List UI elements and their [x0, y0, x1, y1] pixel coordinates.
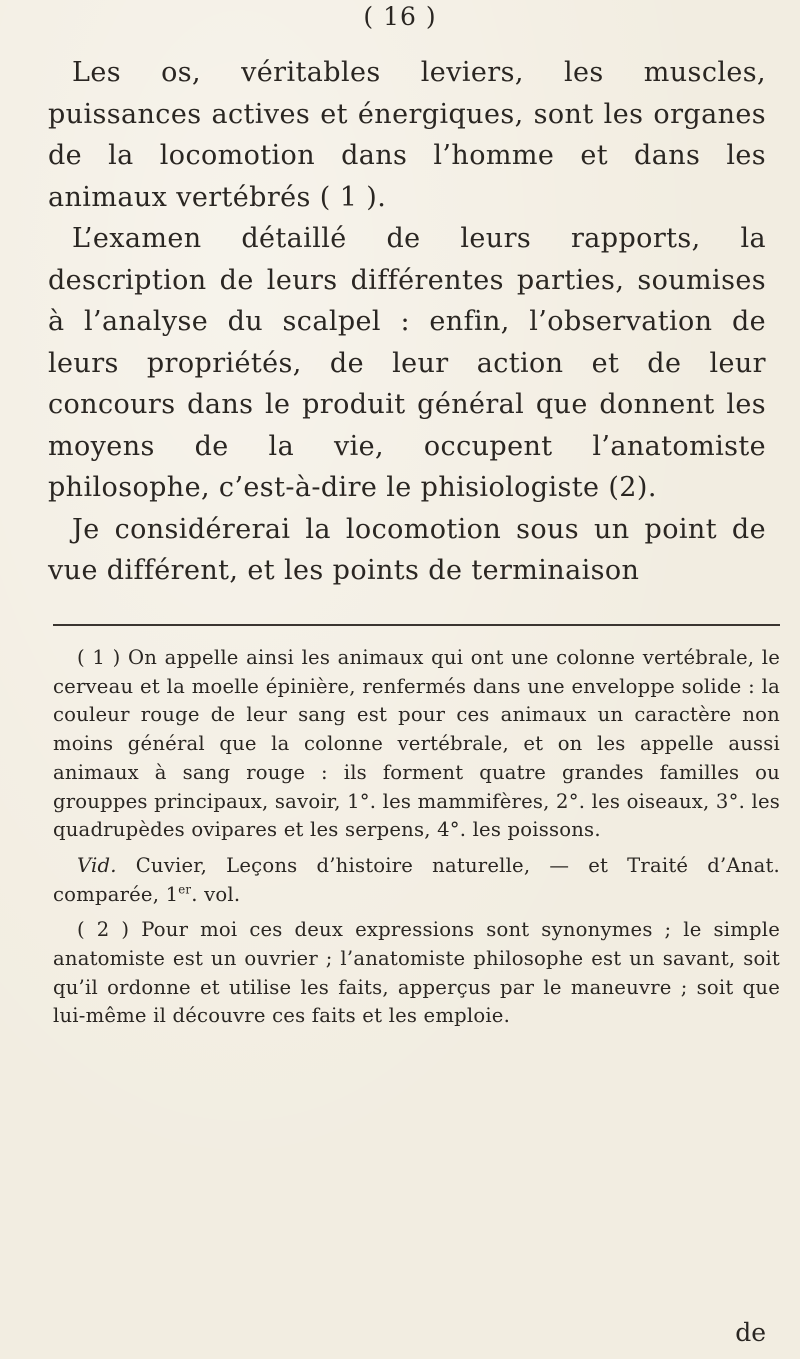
paragraph: Je considérerai la locomotion sous un point de vue différent, et les points de terminaison — [48, 513, 766, 586]
paragraph: L’examen détaillé de leurs rapports, la description de leurs différentes parties, soumises à l’analyse du scalpel : enfin, l’observation de leurs propriétés, de leur action et de leur concours dans le produit général que donnent les moyens de la vie, occupent l’anatomiste philosophe, c’est-à-dire le phisiologiste (2). — [48, 223, 766, 503]
footnote-1: ( 1 ) On appelle ainsi les animaux qui ont une colonne vertébrale, le cerveau et la moelle épinière, renfermés dans une enveloppe solide : la couleur rouge de leur sang est pour ces animaux un caractère non moins général que la colonne vertébrale, et on les appelle aussi animaux à sang rouge : ils forment quatre grandes familles ou grouppes principaux, savoir, 1°. les mammifères, 2°. les oiseaux, 3°. les quadrupèdes ovipares et les serpens, 4°. les poissons. — [53, 646, 780, 842]
catchword: de — [735, 1318, 766, 1347]
reference-end: . vol. — [191, 882, 241, 906]
footnote-separator — [53, 624, 780, 626]
vid-abbrev: Vid. — [77, 853, 117, 877]
page-number: ( 16 ) — [363, 2, 437, 31]
footnote-1-reference — [53, 852, 780, 909]
paragraph: Les os, véritables leviers, les muscles, puissances actives et énergiques, sont les organes de la locomotion dans l’homme et dans les animaux vertébrés ( 1 ). — [48, 57, 766, 213]
ordinal-suffix: er — [178, 882, 192, 897]
reference-text: Cuvier, Leçons d’histoire naturelle, — et Traité d’Anat. comparée, 1 — [53, 853, 780, 906]
footnote-2: ( 2 ) Pour moi ces deux expressions sont synonymes ; le simple anatomiste est un ouvrier ; l’anatomiste philosophe est un savant, soit qu’il ordonne et utilise les faits, apperçus par le maneuvre ; soit que lui-même il découvre ces faits et les emploie. — [53, 918, 780, 1028]
main-text — [48, 52, 766, 592]
footnotes — [53, 644, 780, 1031]
